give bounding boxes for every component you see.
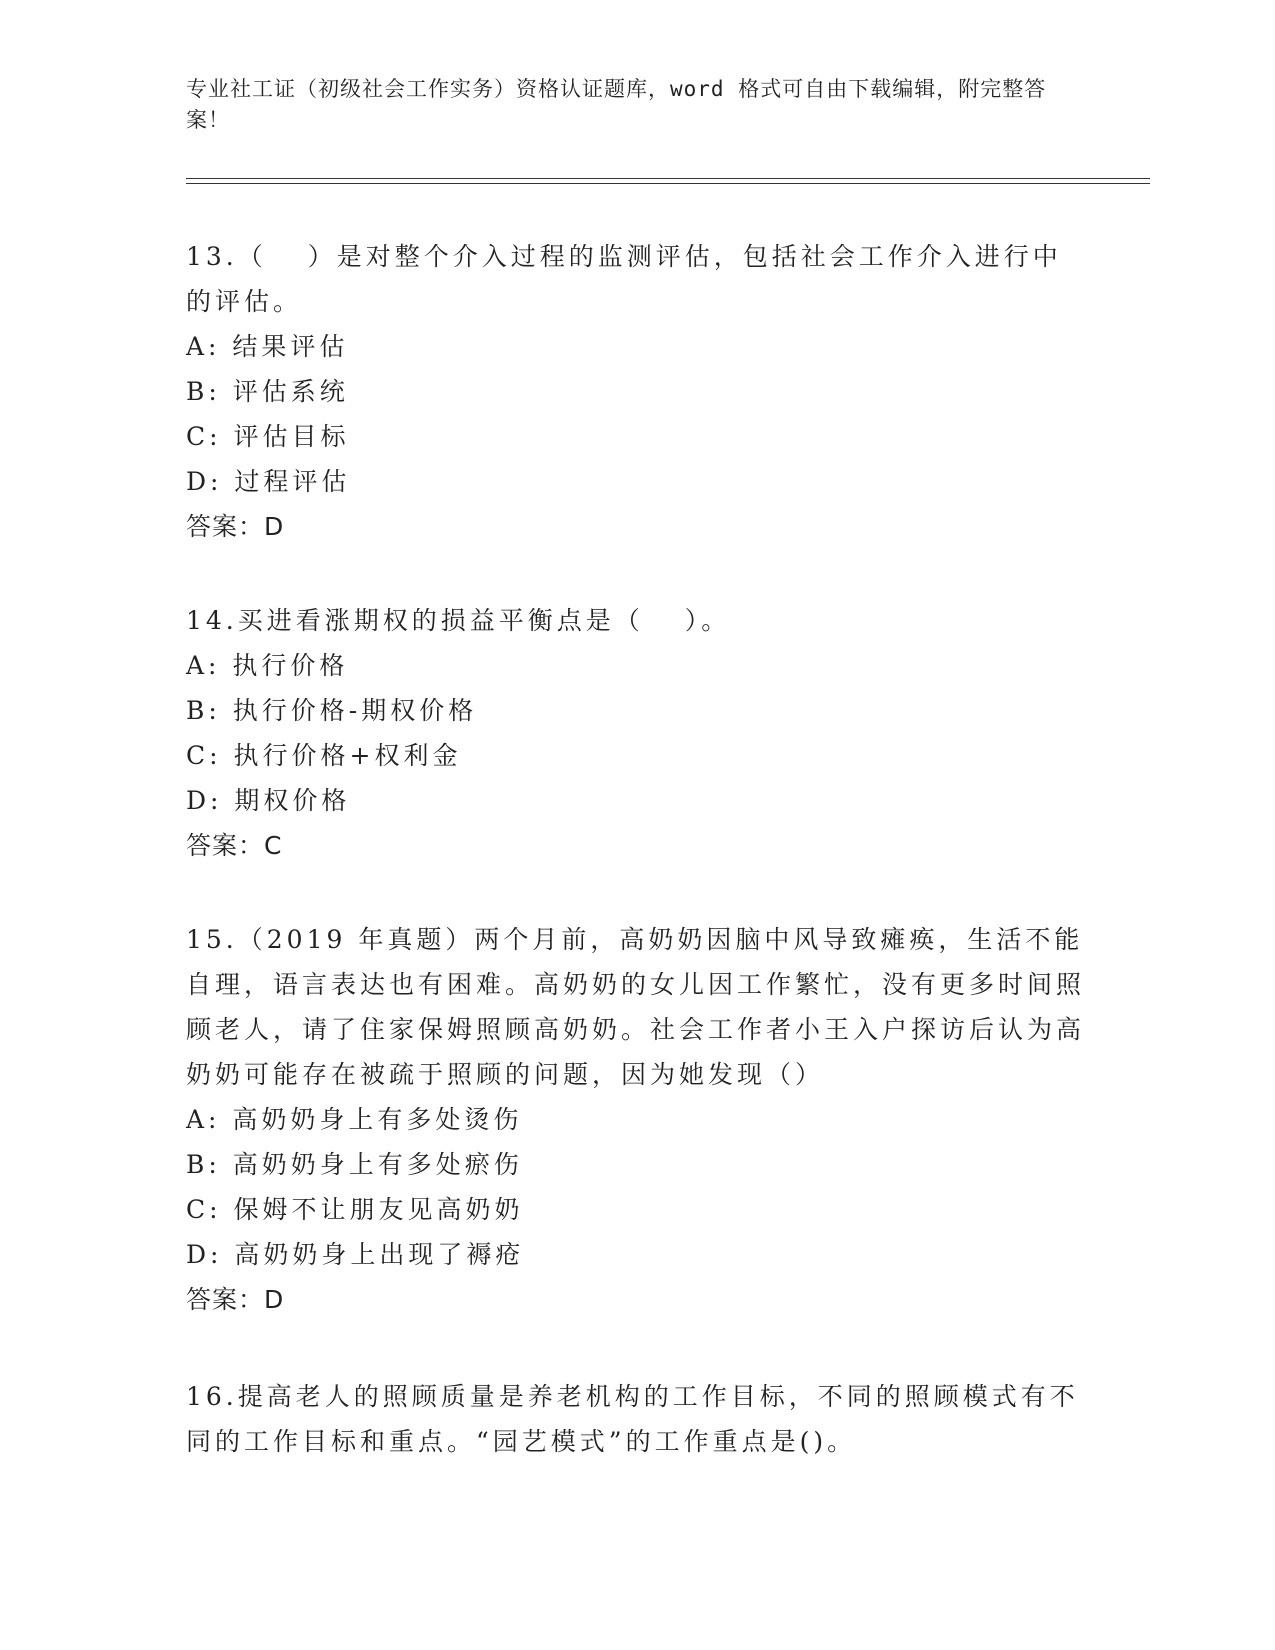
- option-a: A: 执行价格: [186, 651, 349, 680]
- option-c: C: 保姆不让朋友见高奶奶: [186, 1195, 524, 1224]
- question-15: [186, 917, 1086, 1322]
- answer-line: 答案：D: [186, 1285, 285, 1314]
- question-stem: 16.提高老人的照顾质量是养老机构的工作目标，不同的照顾模式有不同的工作目标和重点。“园艺模式”的工作重点是()。: [186, 1382, 1079, 1456]
- option-c: C: 执行价格+权利金: [186, 741, 462, 770]
- header-divider-bottom: [186, 183, 1150, 184]
- document-header: 专业社工证（初级社会工作实务）资格认证题库，word 格式可自由下载编辑，附完整答案！: [186, 77, 1047, 132]
- answer-line: 答案：D: [186, 512, 285, 541]
- answer-line: 答案：C: [186, 831, 283, 860]
- question-13: [186, 234, 1086, 549]
- option-c: C: 评估目标: [186, 422, 350, 451]
- option-d: D: 过程评估: [186, 467, 351, 496]
- question-14: [186, 598, 1086, 868]
- question-stem: 13.（ ）是对整个介入过程的监测评估，包括社会工作介入进行中的评估。: [186, 242, 1062, 316]
- question-stem: 15.（2019 年真题）两个月前，高奶奶因脑中风导致瘫痪，生活不能自理，语言表达也有困难。高奶奶的女儿因工作繁忙，没有更多时间照顾老人，请了住家保姆照顾高奶奶。社会工作者小王入户探访后认为高奶奶可能存在被疏于照顾的问题，因为她发现（）: [186, 925, 1086, 1089]
- option-b: B: 高奶奶身上有多处瘀伤: [186, 1150, 523, 1179]
- header-divider-top: [186, 178, 1150, 179]
- option-a: A: 高奶奶身上有多处烫伤: [186, 1105, 523, 1134]
- option-a: A: 结果评估: [186, 332, 349, 361]
- question-stem: 14.买进看涨期权的损益平衡点是（ ）。: [186, 606, 731, 635]
- option-d: D: 高奶奶身上出现了褥疮: [186, 1240, 525, 1269]
- option-d: D: 期权价格: [186, 786, 351, 815]
- option-b: B: 执行价格-期权价格: [186, 696, 478, 725]
- option-b: B: 评估系统: [186, 377, 349, 406]
- question-16: [186, 1374, 1086, 1464]
